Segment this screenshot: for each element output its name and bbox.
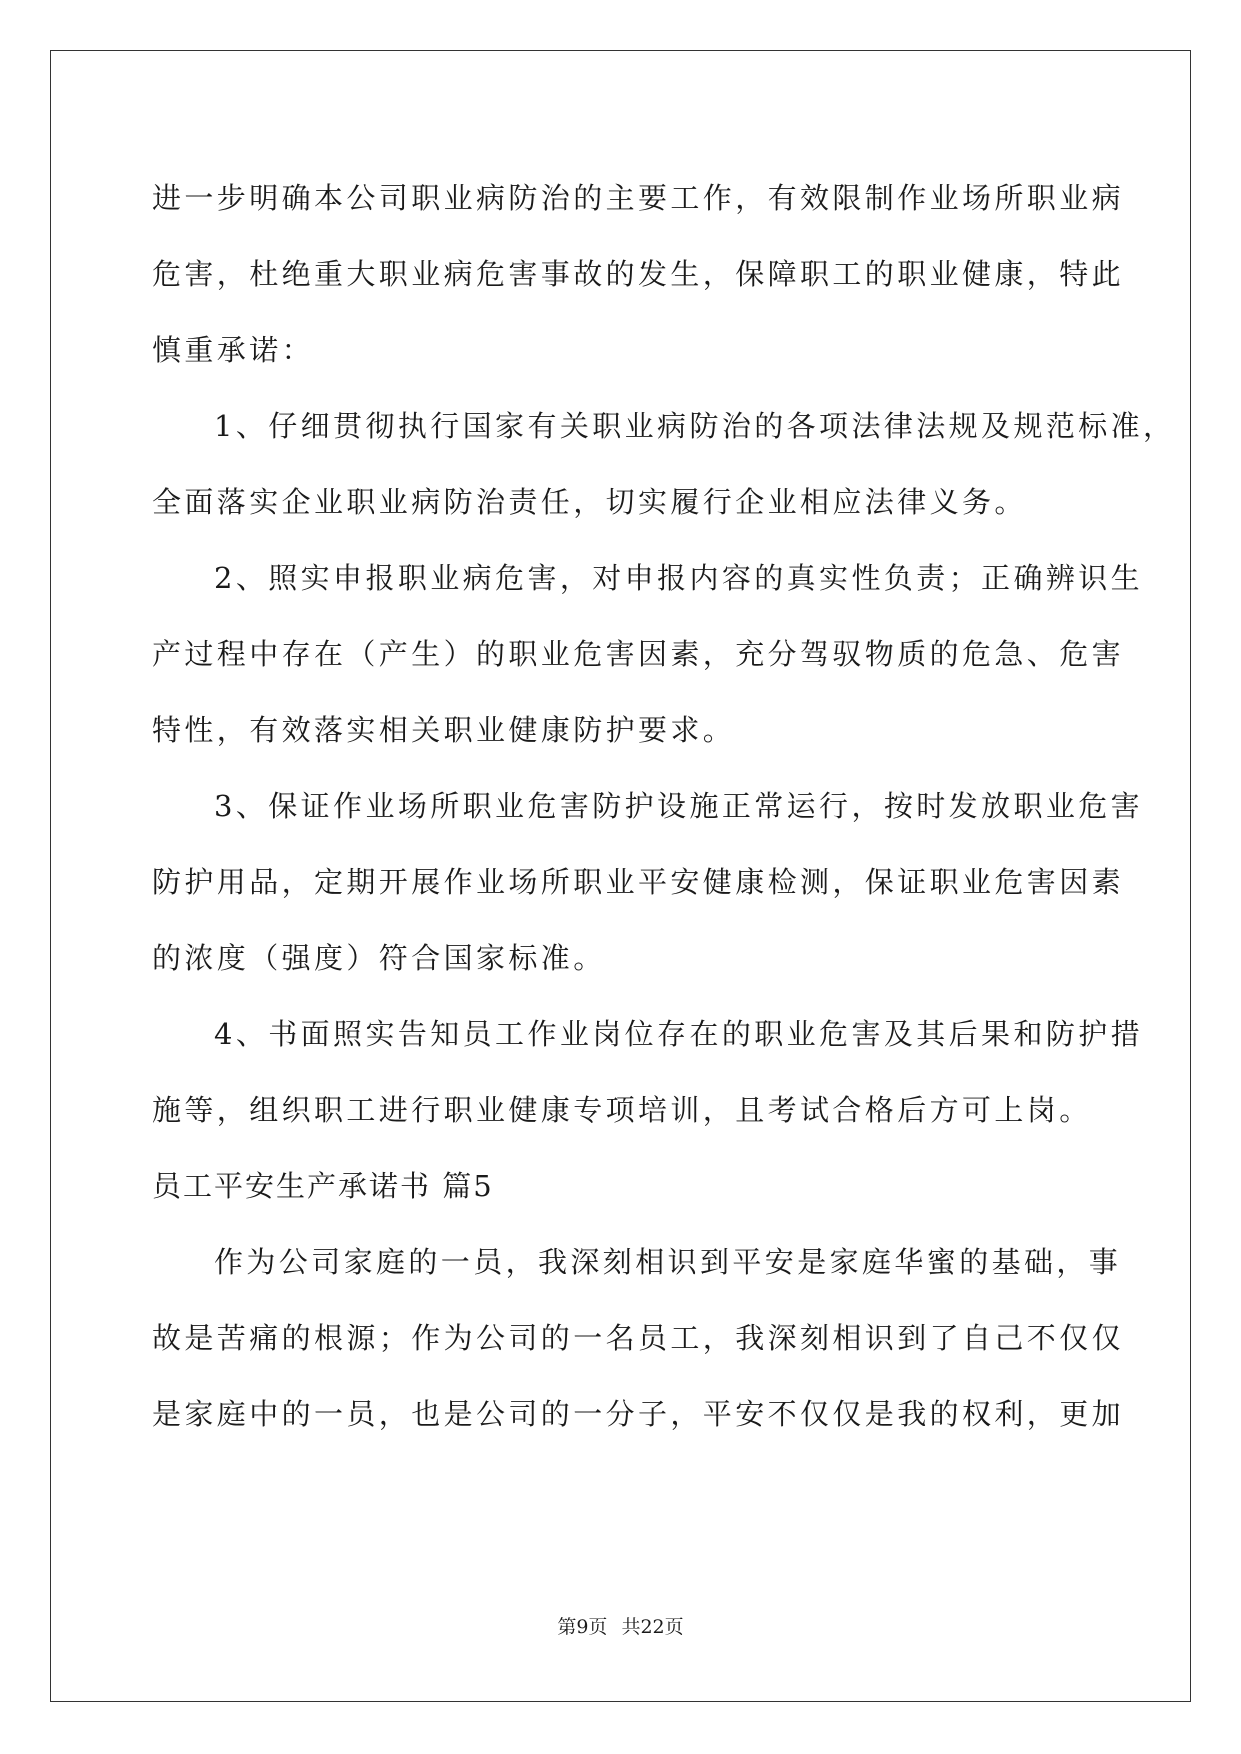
text-line: 特性，有效落实相关职业健康防护要求。 (152, 713, 736, 747)
page-total: 共22页 (621, 1616, 684, 1638)
text-line: 危害，杜绝重大职业病危害事故的发生，保障职工的职业健康，特此 (152, 257, 1125, 291)
list-item-1-line: 1、仔细贯彻执行国家有关职业病防治的各项法律法规及规范标准， (214, 409, 1176, 443)
text-line: 产过程中存在（产生）的职业危害因素，充分驾驭物质的危急、危害 (152, 637, 1125, 671)
text-line: 慎重承诺： (152, 333, 315, 367)
page-footer (0, 1612, 1241, 1639)
list-item-4-line: 4、书面照实告知员工作业岗位存在的职业危害及其后果和防护措 (214, 1017, 1144, 1051)
text-line: 是家庭中的一员，也是公司的一分子，平安不仅仅是我的权利，更加 (152, 1397, 1125, 1431)
text-line: 进一步明确本公司职业病防治的主要工作，有效限制作业场所职业病 (152, 181, 1125, 215)
text-line: 施等，组织职工进行职业健康专项培训，且考试合格后方可上岗。 (152, 1093, 1092, 1127)
text-line: 故是苦痛的根源；作为公司的一名员工，我深刻相识到了自己不仅仅 (152, 1321, 1125, 1355)
section-heading: 员工平安生产承诺书 篇5 (152, 1169, 494, 1203)
text-line: 的浓度（强度）符合国家标准。 (152, 941, 606, 975)
page-number: 第9页 (557, 1616, 608, 1638)
text-line: 防护用品，定期开展作业场所职业平安健康检测，保证职业危害因素 (152, 865, 1125, 899)
list-item-2-line: 2、照实申报职业病危害，对申报内容的真实性负责；正确辨识生 (214, 561, 1144, 595)
text-line: 全面落实企业职业病防治责任，切实履行企业相应法律义务。 (152, 485, 1027, 519)
document-body (152, 160, 1176, 1452)
list-item-3-line: 3、保证作业场所职业危害防护设施正常运行，按时发放职业危害 (214, 789, 1144, 823)
paragraph-first-line: 作为公司家庭的一员，我深刻相识到平安是家庭华蜜的基础，事 (214, 1245, 1122, 1279)
